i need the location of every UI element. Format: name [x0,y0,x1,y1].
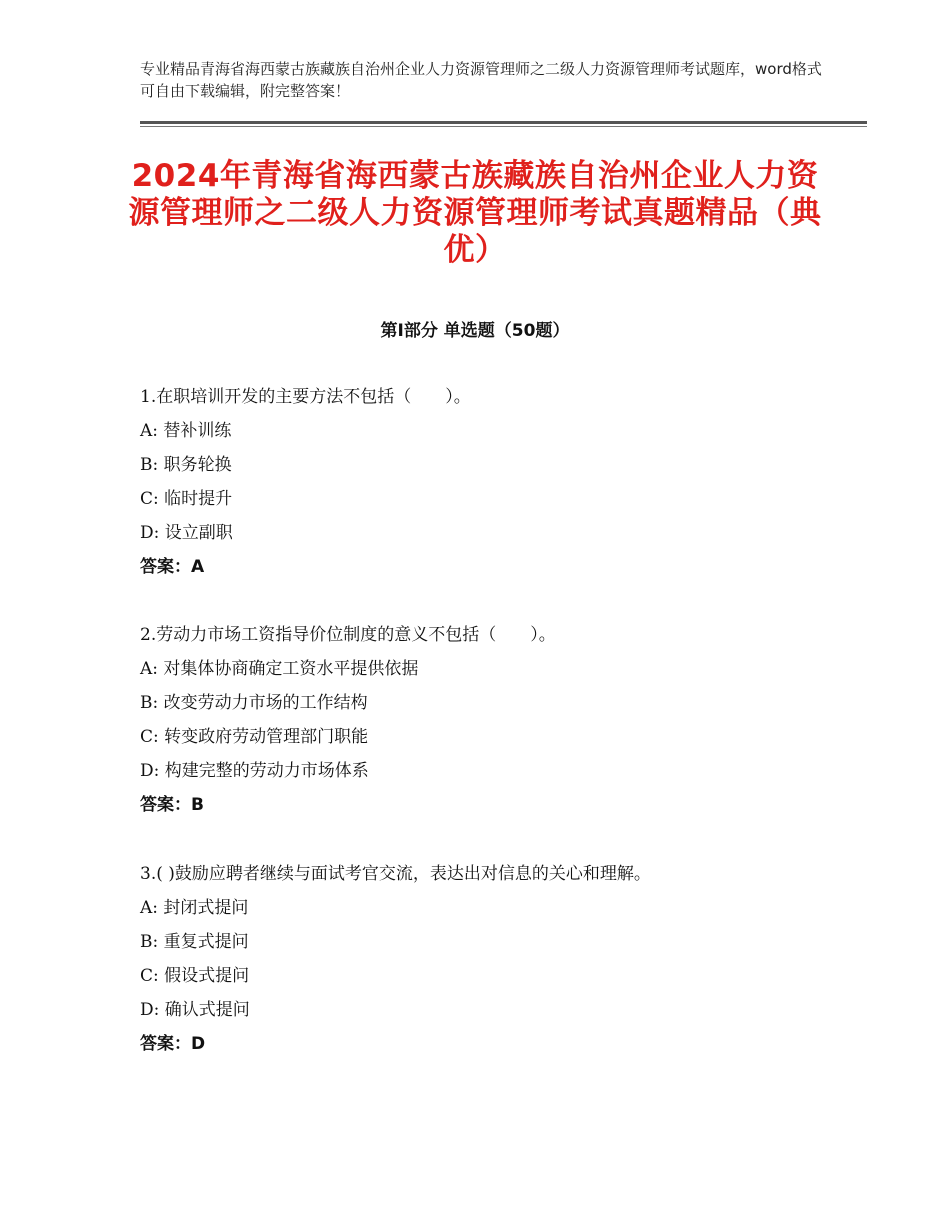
option-c: C: 假设式提问 [140,966,250,986]
option-a: A: 替补训练 [140,421,232,441]
question-2 [140,618,860,822]
header-note: 专业精品青海省海西蒙古族藏族自治州企业人力资源管理师之二级人力资源管理师考试题库，word格式可自由下载编辑，附完整答案！ [140,60,822,100]
section-title: 第Ⅰ部分 单选题（50题） [380,321,570,341]
answer: 答案：B [140,795,204,815]
option-d: D: 设立副职 [140,523,233,543]
option-b: B: 改变劳动力市场的工作结构 [140,693,368,713]
option-c: C: 转变政府劳动管理部门职能 [140,727,369,747]
option-d: D: 构建完整的劳动力市场体系 [140,761,369,781]
header-rule-thick [140,121,867,124]
header-rule-thin [140,126,867,127]
option-a: A: 对集体协商确定工资水平提供依据 [140,659,419,679]
question-stem: 2.劳动力市场工资指导价位制度的意义不包括（ ）。 [140,625,556,645]
option-c: C: 临时提升 [140,489,233,509]
option-a: A: 封闭式提问 [140,898,249,918]
question-stem: 3.( )鼓励应聘者继续与面试考官交流，表达出对信息的关心和理解。 [140,864,651,884]
question-1 [140,380,860,584]
option-b: B: 职务轮换 [140,455,232,475]
answer: 答案：D [140,1034,206,1054]
document-title: 2024年青海省海西蒙古族藏族自治州企业人力资源管理师之二级人力资源管理师考试真题精品（典优） [128,158,822,268]
question-3 [140,857,860,1061]
option-b: B: 重复式提问 [140,932,249,952]
option-d: D: 确认式提问 [140,1000,250,1020]
question-stem: 1.在职培训开发的主要方法不包括（ ）。 [140,387,471,407]
answer: 答案：A [140,557,205,577]
